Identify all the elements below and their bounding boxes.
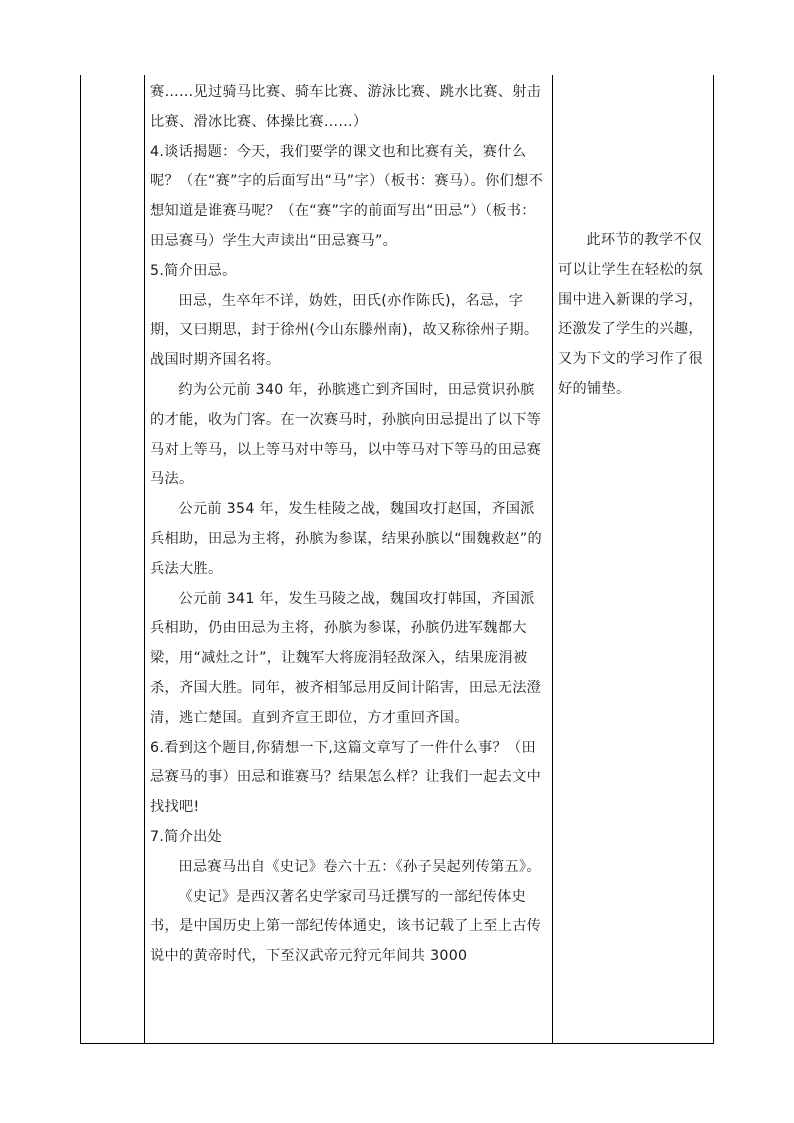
table-border-right: [713, 75, 714, 1044]
paragraph-source: 田忌赛马出自《史记》卷六十五：《孙子吴起列传第五》。: [178, 858, 541, 875]
table-border-left: [80, 75, 81, 1044]
paragraph-guiling-battle: 公元前 354 年，发生桂陵之战，魏国攻打赵国，齐国派兵相助，田忌为主将，孙膑为参谋，结果孙膑以“围魏救赵”的兵法大胜。: [150, 501, 542, 577]
design-note-text: 此环节的教学不仅可以让学生在轻松的氛围中进入新课的学习，还激发了学生的兴趣，又为下文的学习作了很好的铺垫。: [558, 232, 703, 397]
table-border-col1: [144, 75, 145, 1044]
paragraph-tianji-bio: 田忌，生卒年不详，妫姓，田氏(亦作陈氏)，名忌，字期，又曰期思，封于徐州(今山东滕州南)，故又称徐州子期。战国时期齐国名将。: [150, 292, 539, 369]
table-border-col2: [552, 75, 553, 1044]
table-border-bottom: [80, 1043, 714, 1044]
paragraph-step-6-guess: 6.看到这个题目,你猜想一下,这篇文章写了一件什么事？（田忌赛马的事）田忌和谁赛马？结果怎么样？让我们一起去文中找找吧!: [150, 739, 542, 816]
design-note-cell: [558, 226, 708, 405]
paragraph-shiji-intro: 《史记》是西汉著名史学家司马迁撰写的一部纪传体史书，是中国历史上第一部纪传体通史，该书记载了上至上古传说中的黄帝时代，下至汉武帝元狩元年间共 3000: [150, 888, 542, 965]
paragraph-sunbin-meeting: 约为公元前 340 年，孙膑逃亡到齐国时，田忌赏识孙膑的才能，收为门客。在一次赛马时，孙膑向田忌提出了以下等马对上等马，以上等马对中等马，以中等马对下等马的田忌赛马法。: [150, 381, 542, 488]
paragraph-step-5-heading: 5.简介田忌。: [150, 262, 237, 279]
teaching-content-cell: [150, 78, 548, 972]
paragraph-step-7-heading: 7.简介出处: [150, 828, 223, 845]
paragraph-maling-battle: 公元前 341 年，发生马陵之战，魏国攻打韩国，齐国派兵相助，仍由田忌为主将，孙膑为参谋，孙膑仍进军魏都大梁，用“减灶之计”，让魏军大将庞涓轻敌深入，结果庞涓被杀，齐国大胜。同年，被齐相邹忌用反间计陷害，田忌无法澄清，逃亡楚国。直到齐宣王即位，方才重回齐国。: [150, 590, 542, 726]
paragraph-step-4-topic: 4.谈话揭题：今天，我们要学的课文也和比赛有关，赛什么呢？（在“赛”字的后面写出“马”字）（板书：赛马）。你们想不想知道是谁赛马呢？（在“赛”字的前面写出“田忌”）（板书：田忌赛马）学生大声读出“田忌赛马”。: [150, 143, 544, 249]
paragraph-competition-examples: 赛……见过骑马比赛、骑车比赛、游泳比赛、跳水比赛、射击比赛、滑冰比赛、体操比赛……）: [150, 84, 542, 130]
